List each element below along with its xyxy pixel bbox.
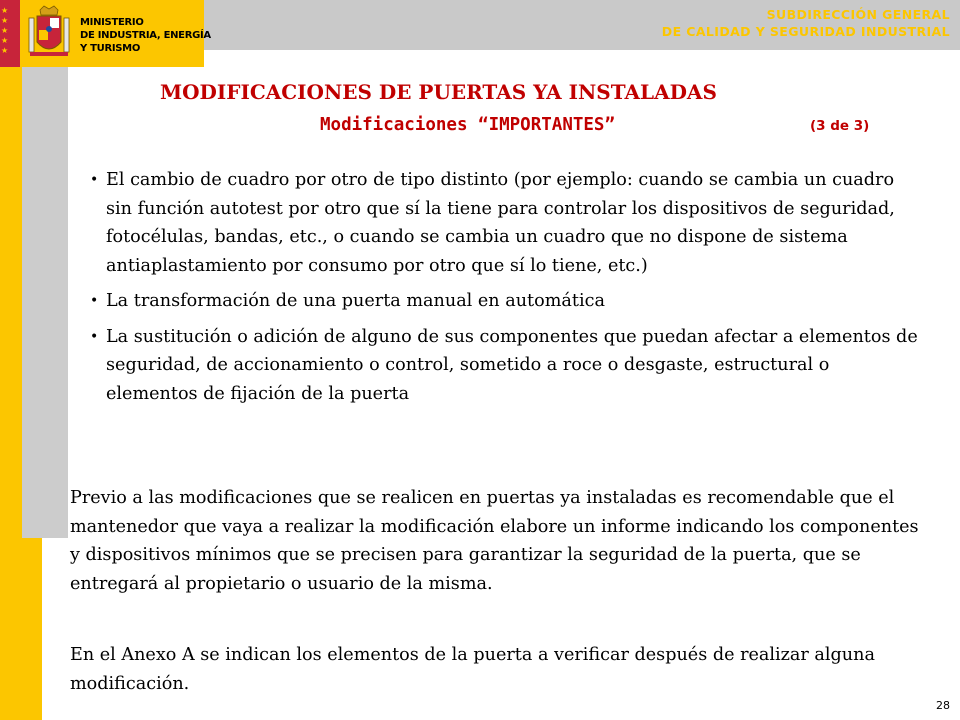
bullet-text: La transformación de una puerta manual en automática	[106, 291, 605, 311]
ministry-logo	[0, 0, 211, 67]
subdirection-name	[662, 6, 950, 40]
bullet-list	[88, 166, 918, 415]
bullet-text: El cambio de cuadro por otro de tipo distinto (por ejemplo: cuando se cambia un cuadro sin función autotest por otro que sí la tiene para controlar los dispositivos de seguridad, fotocélulas, bandas, etc., o cuando se cambia un cuadro que no dispone de sistema antiaplastamiento por consumo por otro que sí lo tiene, etc.)	[106, 170, 895, 276]
flag-stars: ★ ★ ★ ★ ★	[1, 6, 9, 55]
paragraph-report: Previo a las modificaciones que se realicen en puertas ya instaladas es recomendable que el mantenedor que vaya a realizar la modificación elabore un informe indicando los componentes y dispositivos mínimos que se precisen para garantizar la seguridad de la puerta, que se entregará al propietario o usuario de la misma.	[70, 488, 919, 594]
slide-title: MODIFICACIONES DE PUERTAS YA INSTALADAS	[160, 80, 717, 104]
subdirection-line-2: DE CALIDAD Y SEGURIDAD INDUSTRIAL	[661, 24, 950, 39]
bullet-icon: •	[90, 293, 99, 309]
subtitle-row	[0, 112, 960, 138]
ministry-line-2: DE INDUSTRIA, ENERGÍA	[80, 30, 211, 41]
bullet-icon: •	[90, 328, 99, 345]
paragraph-annex: En el Anexo A se indican los elementos de la puerta a verificar después de realizar alguna modificación.	[70, 645, 875, 694]
coat-of-arms-icon	[28, 4, 70, 62]
slide-subtitle: Modificaciones “IMPORTANTES”	[320, 115, 616, 135]
slide-pager: (3 de 3)	[810, 118, 870, 134]
bullet-icon: •	[90, 172, 99, 188]
list-item	[88, 166, 918, 280]
ministry-name	[80, 16, 211, 55]
subdirection-line-1: SUBDIRECCIÓN GENERAL	[766, 7, 950, 22]
list-item	[88, 287, 918, 316]
ministry-line-1: MINISTERIO	[80, 17, 144, 28]
list-item	[88, 323, 918, 409]
bullet-text: La sustitución o adición de alguno de sus componentes que puedan afectar a elementos de seguridad, de accionamiento o control, sometido a roce o desgaste, estructural o elementos de fijación de la puerta	[106, 326, 918, 404]
ministry-line-3: Y TURISMO	[80, 43, 141, 54]
eu-flag-icon	[0, 0, 20, 67]
page-number: 28	[936, 699, 950, 712]
